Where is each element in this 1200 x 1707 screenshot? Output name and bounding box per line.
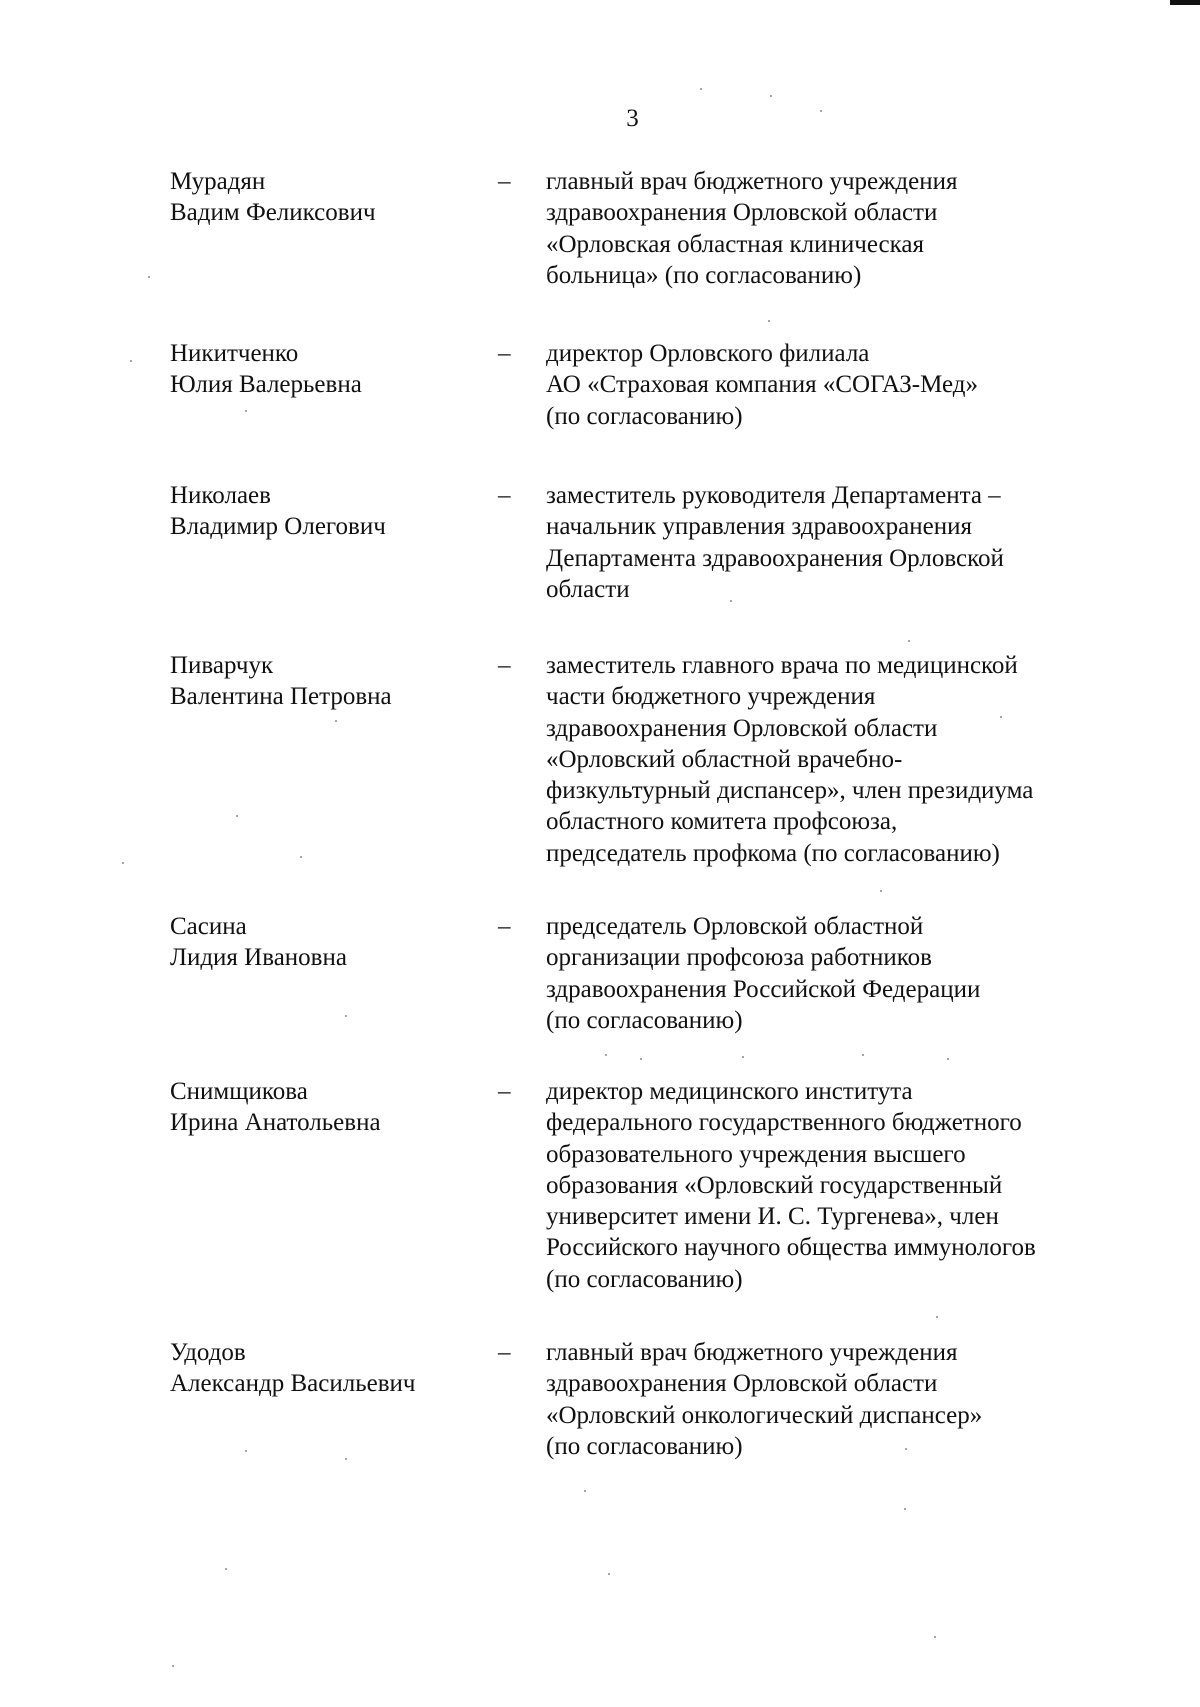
scan-speck xyxy=(335,720,337,722)
member-position xyxy=(546,480,1106,605)
member-given-names: Лидия Ивановна xyxy=(170,944,347,972)
position-line: университет имени И. С. Тургенева», член xyxy=(546,1203,999,1231)
position-line: (по согласованию) xyxy=(546,402,743,430)
scan-speck xyxy=(300,856,302,858)
member-position xyxy=(546,1076,1106,1295)
page-number: 3 xyxy=(626,105,639,132)
member-name xyxy=(170,1076,470,1139)
member-position xyxy=(546,1337,1106,1462)
separator-dash: – xyxy=(498,1339,511,1366)
position-line: физкультурный диспансер», член президиума xyxy=(546,777,1034,805)
scan-speck xyxy=(345,1458,347,1460)
member-surname: Никитченко xyxy=(170,340,299,367)
member-name xyxy=(170,480,470,543)
position-line: «Орловская областная клиническая xyxy=(546,230,924,258)
position-line: Департамента здравоохранения Орловской xyxy=(546,544,1004,572)
scan-speck xyxy=(608,1573,610,1575)
position-line: главный врач бюджетного учреждения xyxy=(546,1339,958,1366)
scan-speck xyxy=(225,1568,227,1570)
member-given-names: Владимир Олегович xyxy=(170,513,386,541)
position-line: председатель Орловской областной xyxy=(546,913,924,940)
member-given-names: Юлия Валерьевна xyxy=(170,371,362,399)
scan-speck xyxy=(245,1450,247,1452)
scan-speck xyxy=(640,1058,642,1060)
member-surname: Мурадян xyxy=(170,168,266,195)
scan-speck xyxy=(730,600,732,602)
scan-speck xyxy=(768,320,770,322)
scan-speck xyxy=(700,88,702,90)
position-line: больница» (по согласованию) xyxy=(546,261,862,289)
member-given-names: Ирина Анатольевна xyxy=(170,1109,381,1137)
member-surname: Удодов xyxy=(170,1339,246,1366)
scan-speck xyxy=(236,815,238,817)
position-line: образовательного учреждения высшего xyxy=(546,1140,966,1168)
member-position xyxy=(546,338,1106,432)
member-position xyxy=(546,166,1106,291)
scan-speck xyxy=(245,410,247,412)
scan-speck xyxy=(345,1015,347,1017)
position-line: областного комитета профсоюза, xyxy=(546,808,898,836)
scan-speck xyxy=(122,862,124,864)
position-line: здравоохранения Орловской области xyxy=(546,1370,938,1398)
position-line: области xyxy=(546,575,630,603)
member-surname: Николаев xyxy=(170,482,271,509)
position-line: главный врач бюджетного учреждения xyxy=(546,168,958,195)
position-line: федерального государственного бюджетного xyxy=(546,1109,1022,1137)
member-surname: Сасина xyxy=(170,913,247,940)
position-line: директор Орловского филиала xyxy=(546,340,870,367)
position-line: заместитель руководителя Департамента – xyxy=(546,482,1001,509)
scan-speck xyxy=(934,1636,936,1638)
separator-dash: – xyxy=(498,913,511,940)
member-name xyxy=(170,650,470,713)
position-line: председатель профкома (по согласованию) xyxy=(546,839,1000,867)
member-given-names: Александр Васильевич xyxy=(170,1370,416,1398)
position-line: АО «Страховая компания «СОГАЗ-Мед» xyxy=(546,371,978,399)
member-given-names: Валентина Петровна xyxy=(170,683,392,711)
scan-speck xyxy=(605,1054,607,1056)
scan-speck xyxy=(742,1056,744,1058)
member-given-names: Вадим Феликсович xyxy=(170,199,376,227)
member-surname: Пиварчук xyxy=(170,652,274,679)
scan-edge-mark xyxy=(1170,0,1200,5)
member-name xyxy=(170,1337,470,1400)
member-surname: Снимщикова xyxy=(170,1078,308,1105)
scan-speck xyxy=(148,276,150,278)
scan-speck xyxy=(905,1448,907,1450)
scan-speck xyxy=(130,360,132,362)
separator-dash: – xyxy=(498,652,511,679)
scan-speck xyxy=(172,1665,174,1667)
position-line: организации профсоюза работников xyxy=(546,944,932,972)
scan-speck xyxy=(947,1058,949,1060)
scan-speck xyxy=(908,640,910,642)
scan-speck xyxy=(1000,716,1002,718)
position-line: образования «Орловский государственный xyxy=(546,1171,1003,1199)
separator-dash: – xyxy=(498,1078,511,1105)
scan-speck xyxy=(862,1054,864,1056)
scan-speck xyxy=(820,110,822,112)
position-line: «Орловский областной врачебно- xyxy=(546,745,903,773)
position-line: (по согласованию) xyxy=(546,1006,743,1034)
separator-dash: – xyxy=(498,340,511,367)
member-name xyxy=(170,338,470,401)
position-line: Российского научного общества иммунологов xyxy=(546,1234,1036,1262)
position-line: заместитель главного врача по медицинской xyxy=(546,652,1018,679)
separator-dash: – xyxy=(498,482,511,509)
scan-speck xyxy=(584,1490,586,1492)
position-line: здравоохранения Орловской области xyxy=(546,714,938,742)
position-line: директор медицинского института xyxy=(546,1078,913,1105)
scan-speck xyxy=(904,1508,906,1510)
scan-speck xyxy=(880,890,882,892)
separator-dash: – xyxy=(498,168,511,195)
position-line: начальник управления здравоохранения xyxy=(546,513,973,541)
position-line: части бюджетного учреждения xyxy=(546,683,876,711)
member-name xyxy=(170,166,470,229)
position-line: здравоохранения Орловской области xyxy=(546,199,938,227)
position-line: (по согласованию) xyxy=(546,1265,743,1293)
scan-speck xyxy=(770,95,772,97)
position-line: «Орловский онкологический диспансер» xyxy=(546,1401,983,1429)
member-position xyxy=(546,911,1106,1036)
position-line: здравоохранения Российской Федерации xyxy=(546,975,981,1003)
scan-speck xyxy=(936,1316,938,1318)
position-line: (по согласованию) xyxy=(546,1432,743,1460)
member-name xyxy=(170,911,470,974)
member-position xyxy=(546,650,1106,869)
